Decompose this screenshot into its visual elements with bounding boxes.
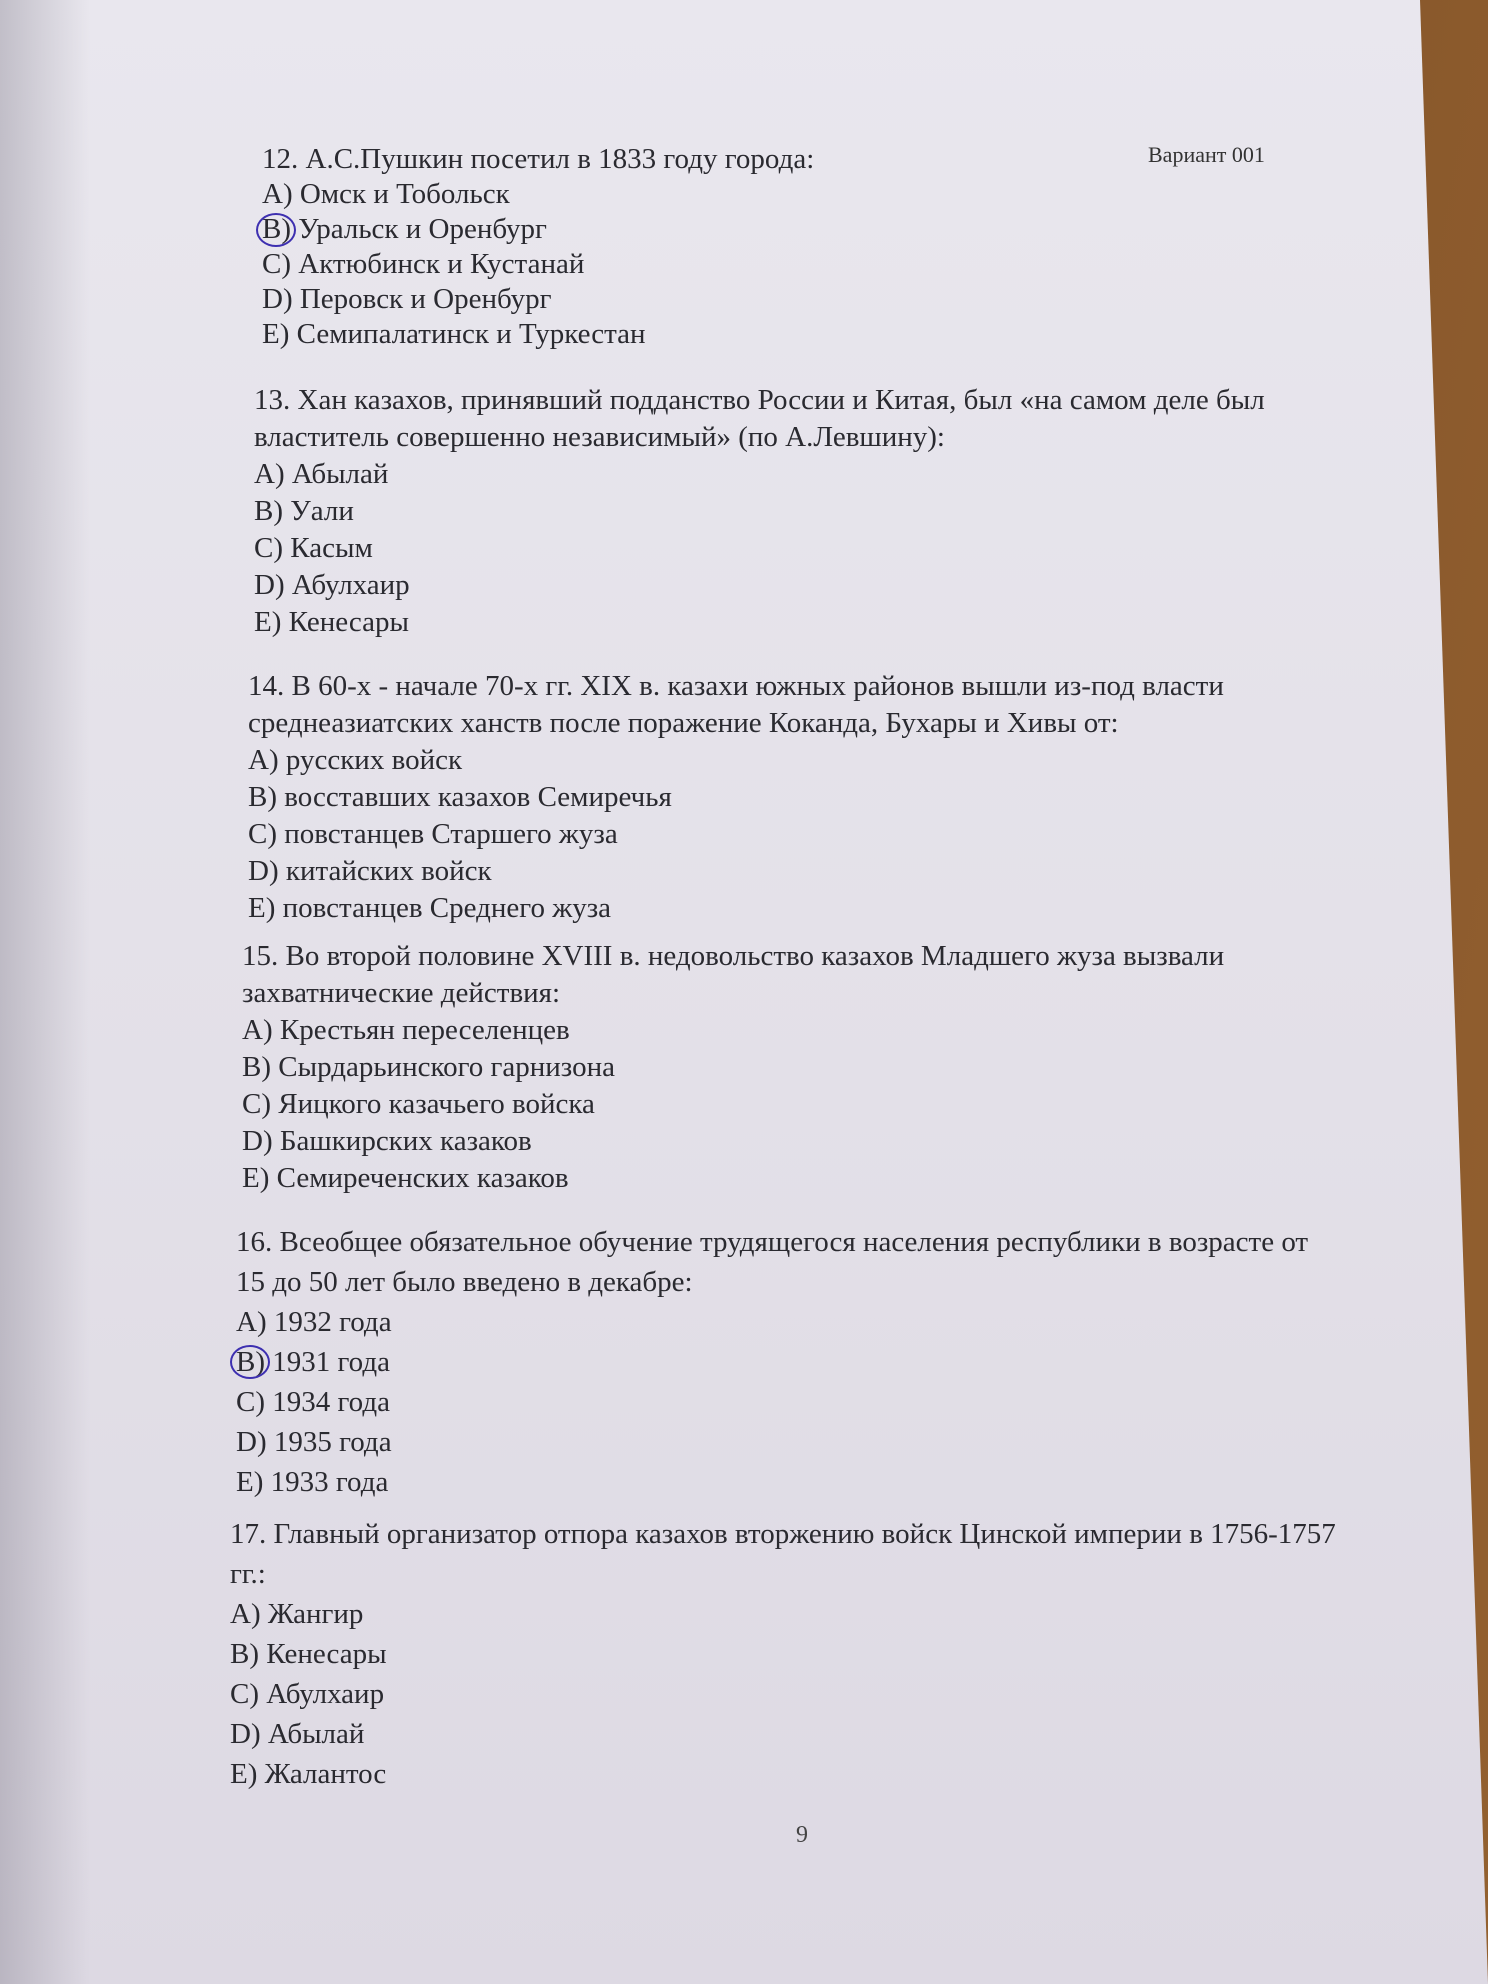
- option-b: [236, 1342, 1316, 1382]
- question-12: [262, 142, 1342, 352]
- option-c: C) Актюбинск и Кустанай: [262, 248, 585, 280]
- option-e: E) Кенесары: [254, 606, 409, 638]
- question-text: 14. В 60-х - начале 70-х гг. XIX в. казахи южных районов вышли из-под власти среднеазиатских ханств после поражение Коканда, Бухары и Хивы от:: [248, 670, 1224, 739]
- option-d: D) китайских войск: [248, 855, 492, 887]
- option-d: D) Перовск и Оренбург: [262, 283, 552, 315]
- question-text: 15. Во второй половине XVIII в. недовольство казахов Младшего жуза вызвали захватнические действия:: [242, 940, 1225, 1009]
- question-14: [248, 668, 1328, 927]
- question-text: 17. Главный организатор отпора казахов вторжению войск Цинской империи в 1756-1757 гг.:: [230, 1518, 1336, 1590]
- option-c: C) Абулхаир: [230, 1678, 385, 1710]
- option-b: B) Кенесары: [230, 1638, 387, 1670]
- option-a: A) 1932 года: [236, 1306, 392, 1338]
- answer-circle-mark: [230, 1345, 270, 1379]
- option-c: C) 1934 года: [236, 1386, 390, 1418]
- option-a: A) русских войск: [248, 744, 463, 776]
- option-c: C) Яицкого казачьего войска: [242, 1088, 595, 1120]
- option-b-text: B) 1931 года: [236, 1346, 390, 1378]
- option-e: E) Семипалатинск и Туркестан: [262, 318, 646, 350]
- question-text: 13. Хан казахов, принявший подданство России и Китая, был «на самом деле был властитель совершенно независимый» (по А.Левшину):: [254, 384, 1265, 453]
- option-d: D) 1935 года: [236, 1426, 392, 1458]
- option-e: E) повстанцев Среднего жуза: [248, 892, 612, 924]
- option-e: E) Жалантос: [230, 1758, 387, 1790]
- question-16: [236, 1222, 1316, 1502]
- option-a: A) Жангир: [230, 1598, 364, 1630]
- option-d: D) Башкирских казаков: [242, 1125, 532, 1157]
- option-d: D) Абылай: [230, 1718, 365, 1750]
- option-c: C) повстанцев Старшего жуза: [248, 818, 618, 850]
- option-b: B) Сырдарьинского гарнизона: [242, 1051, 615, 1083]
- question-17: [230, 1514, 1340, 1794]
- question-text: 12. А.С.Пушкин посетил в 1833 году города:: [262, 143, 815, 175]
- option-a: A) Крестьян переселенцев: [242, 1014, 570, 1046]
- variant-label: Вариант 001: [1148, 142, 1265, 167]
- option-b-text: B) Уральск и Оренбург: [262, 213, 547, 245]
- question-13: [254, 382, 1334, 641]
- question-15: [242, 938, 1322, 1197]
- option-e: E) Семиреченских казаков: [242, 1162, 569, 1194]
- option-a: A) Омск и Тобольск: [262, 178, 510, 210]
- question-text: 16. Всеобщее обязательное обучение трудящегося населения республики в возрасте от 15 до 50 лет было введено в декабре:: [236, 1226, 1309, 1298]
- option-b: B) восставших казахов Семиречья: [248, 781, 672, 813]
- option-b: [262, 212, 1342, 247]
- answer-circle-mark: [256, 213, 296, 247]
- option-e: E) 1933 года: [236, 1466, 389, 1498]
- option-c: C) Касым: [254, 532, 373, 564]
- option-d: D) Абулхаир: [254, 569, 410, 601]
- option-b: B) Уали: [254, 495, 354, 527]
- page-number: 9: [796, 1822, 808, 1848]
- option-a: A) Абылай: [254, 458, 389, 490]
